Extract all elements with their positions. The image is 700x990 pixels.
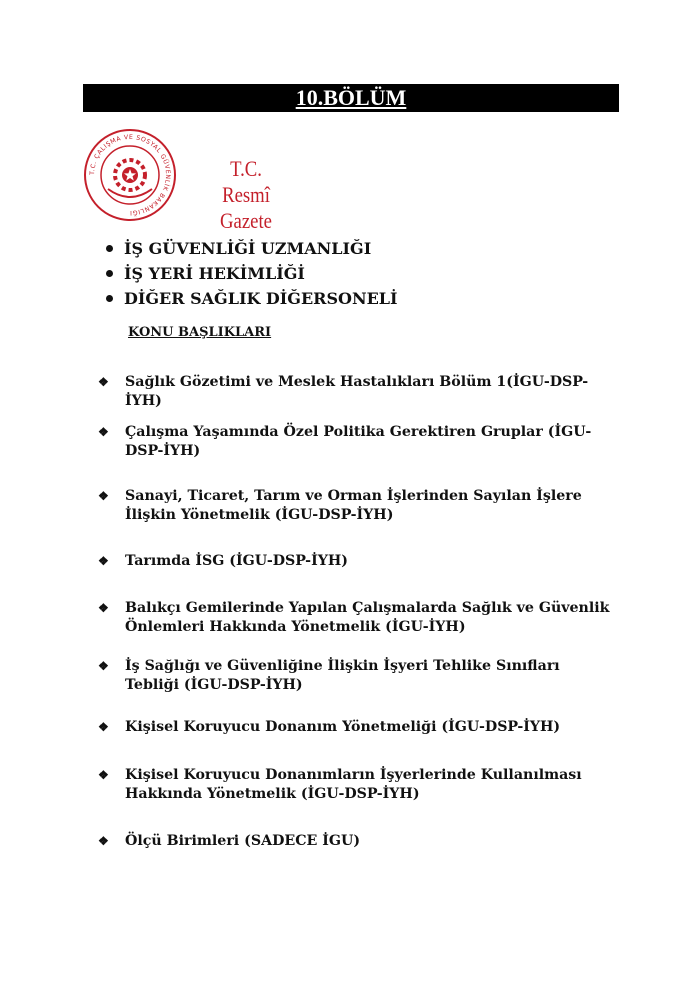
topic-item: ❖ Çalışma Yaşamında Özel Politika Gerektiren Gruplar (İGU-DSP-İYH) bbox=[98, 424, 592, 459]
diamond-bullet-icon: ❖ bbox=[98, 425, 109, 439]
section-header-bar bbox=[83, 84, 619, 112]
diamond-bullet-icon: ❖ bbox=[98, 375, 109, 389]
diamond-bullet-icon: ❖ bbox=[98, 489, 109, 503]
topic-item: ❖ Kişisel Koruyucu Donanımların İşyerlerinde Kullanılması Hakkında Yönetmelik (İGU-DSP-İYH) bbox=[98, 767, 582, 802]
diamond-bullet-icon: ❖ bbox=[98, 720, 109, 734]
bullet-icon bbox=[106, 295, 113, 302]
section-title: 10.BÖLÜM bbox=[295, 85, 407, 110]
topic-item: ❖ Balıkçı Gemilerinde Yapılan Çalışmalarda Sağlık ve Güvenlik Önlemleri Hakkında Yönetmelik (İGU-İYH) bbox=[98, 600, 610, 635]
bullet-icon bbox=[106, 245, 113, 252]
diamond-bullet-icon: ❖ bbox=[98, 768, 109, 782]
topic-item: ❖ Sağlık Gözetimi ve Meslek Hastalıkları Bölüm 1(İGU-DSP-İYH) bbox=[98, 374, 589, 409]
bullet-icon bbox=[106, 270, 113, 277]
diamond-bullet-icon: ❖ bbox=[98, 659, 109, 673]
diamond-bullet-icon: ❖ bbox=[98, 554, 109, 568]
logo-line-resmi-gazete: Resmî Gazete bbox=[220, 182, 272, 233]
logo-line-tc: T.C. bbox=[230, 156, 262, 181]
list-item: İŞ GÜVENLİĞİ UZMANLIĞI bbox=[104, 236, 398, 261]
topic-item: ❖ Kişisel Koruyucu Donanım Yönetmeliği (İGU-DSP-İYH) bbox=[98, 719, 561, 735]
topic-item: ❖ İş Sağlığı ve Güvenliğine İlişkin İşyeri Tehlike Sınıfları Tebliği (İGU-DSP-İYH) bbox=[98, 658, 560, 693]
audience-list bbox=[104, 236, 398, 311]
ministry-seal-logo bbox=[82, 127, 178, 223]
topic-item: ❖ Ölçü Birimleri (SADECE İGU) bbox=[98, 833, 361, 849]
section-heading: KONU BAŞLIKLARI bbox=[128, 325, 272, 340]
diamond-bullet-icon: ❖ bbox=[98, 601, 109, 615]
resmi-gazete-logo-text bbox=[186, 156, 306, 234]
list-item: DİĞER SAĞLIK DİĞERSONELİ bbox=[104, 286, 398, 311]
topic-item: ❖ Tarımda İSG (İGU-DSP-İYH) bbox=[98, 553, 348, 569]
list-item: İŞ YERİ HEKİMLİĞİ bbox=[104, 261, 398, 286]
topic-item: ❖ Sanayi, Ticaret, Tarım ve Orman İşlerinden Sayılan İşlere İlişkin Yönetmelik (İGU-DSP-İYH) bbox=[98, 488, 582, 523]
svg-text:T.C. ÇALIŞMA VE SOSYAL GÜVENLİ: T.C. ÇALIŞMA VE SOSYAL GÜVENLİK BAKANLIĞI bbox=[88, 133, 172, 217]
diamond-bullet-icon: ❖ bbox=[98, 834, 109, 848]
